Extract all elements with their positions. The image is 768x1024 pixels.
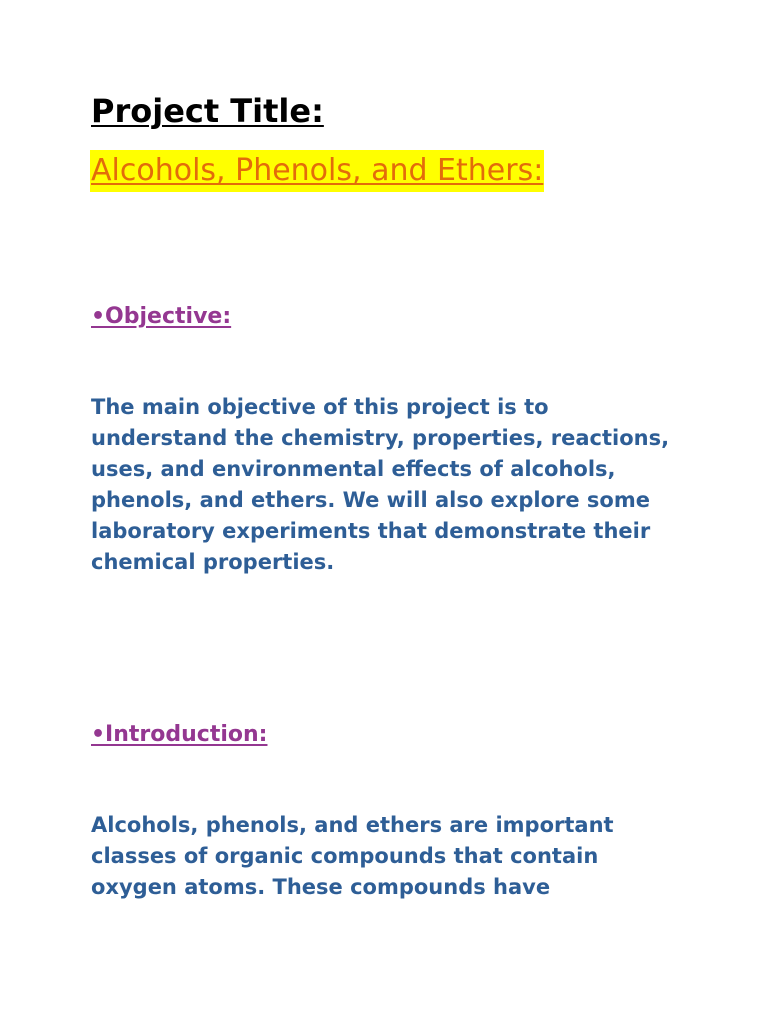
objective-heading: •Objective: bbox=[91, 304, 232, 329]
project-title: Project Title: bbox=[91, 92, 324, 130]
objective-paragraph: The main objective of this project is to understand the chemistry, properties, reactions, uses, and environmental effects of alcohols, phenols, and ethers. We will also explore some laboratory experiments that demonstrate their chemical properties. bbox=[91, 395, 670, 574]
introduction-paragraph: Alcohols, phenols, and ethers are important classes of organic compounds that contain oxygen atoms. These compounds have bbox=[91, 813, 614, 899]
introduction-heading: •Introduction: bbox=[91, 722, 268, 747]
project-subtitle: Alcohols, Phenols, and Ethers: bbox=[90, 150, 544, 192]
